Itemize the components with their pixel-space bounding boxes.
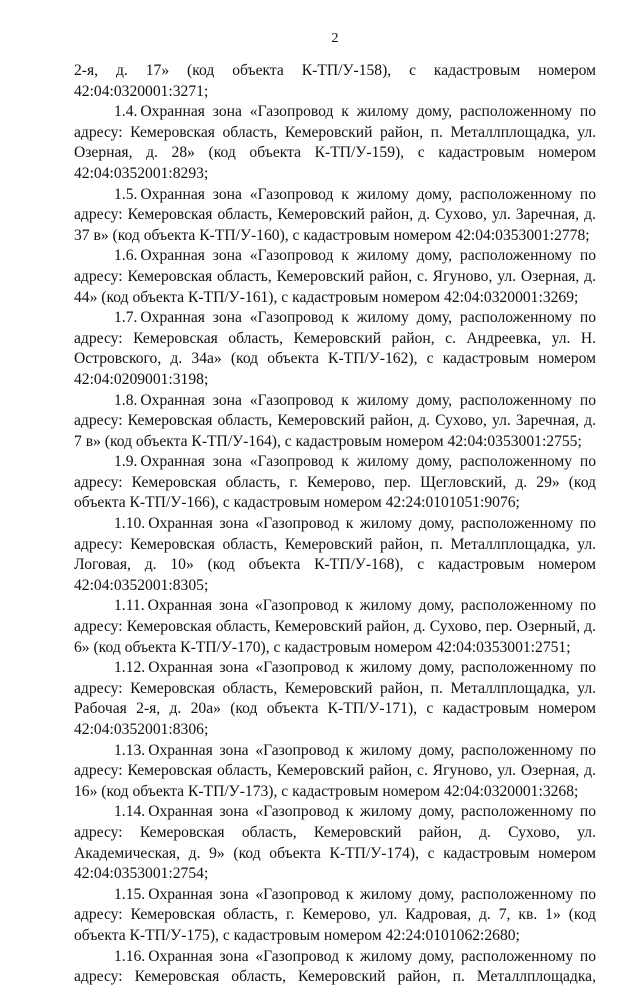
- list-item-1-6: [74, 246, 596, 308]
- item-number: 1.9.: [114, 453, 138, 471]
- item-number: 1.16.: [114, 947, 146, 965]
- list-item-1-12: [74, 658, 596, 740]
- list-item-1-8: [74, 391, 596, 453]
- list-item-1-14: [74, 802, 596, 884]
- item-number: 1.4.: [114, 103, 138, 121]
- item-number: 1.12.: [114, 659, 146, 677]
- list-item-1-5: [74, 185, 596, 247]
- item-text: Охранная зона «Газопровод к жилому дому, расположенному по адресу: Кемеровская область, Кемеровский район, с. Ягуново, ул. Озерная, д. 16» (код объекта К-ТП/У-173), с кадастровым номером 42:04:0320001:3268;: [74, 741, 596, 800]
- item-text: Охранная зона «Газопровод к жилому дому, расположенному по адресу: Кемеровская область, Кемеровский район, д. Сухово, ул. Академическая, д. 9» (код объекта К-ТП/У-174), с кадастровым номером 42:04:0353001:2754;: [74, 803, 596, 883]
- item-number: 1.10.: [114, 515, 146, 533]
- list-item-1-15: [74, 885, 596, 947]
- item-number: 1.14.: [114, 803, 146, 821]
- continuation-paragraph: 2-я, д. 17» (код объекта К-ТП/У-158), с кадастровым номером 42:04:0320001:3271;: [74, 62, 596, 100]
- list-item-1-16: [74, 947, 596, 988]
- item-text: Охранная зона «Газопровод к жилому дому, расположенному по адресу: Кемеровская область, Кемеровский район, п. Металлплощадка,: [74, 947, 596, 986]
- item-number: 1.6.: [114, 247, 138, 265]
- item-text: Охранная зона «Газопровод к жилому дому, расположенному по адресу: Кемеровская область, Кемеровский район, п. Металлплощадка, ул. Рабочая 2-я, д. 20а» (код объекта К-ТП/У-171), с кадастровым номером 42:04:0352001:8306;: [74, 659, 596, 738]
- item-text: Охранная зона «Газопровод к жилому дому, расположенному по адресу: Кемеровская область, Кемеровский район, д. Сухово, ул. Заречная, д. 37 в» (код объекта К-ТП/У-160), с кадастровым номером 42:04:0353001:2778;: [74, 185, 596, 244]
- item-text: Охранная зона «Газопровод к жилому дому, расположенному по адресу: Кемеровская область, Кемеровский район, с. Ягуново, ул. Озерная, д. 44» (код объекта К-ТП/У-161), с кадастровым номером 42:04:0320001:3269;: [74, 247, 596, 306]
- item-text: Охранная зона «Газопровод к жилому дому, расположенному по адресу: Кемеровская область, Кемеровский район, д. Сухово, пер. Озерный, д. 6» (код объекта К-ТП/У-170), с кадастровым номером 42:04:0353001:2751;: [74, 597, 596, 656]
- item-number: 1.5.: [114, 185, 138, 203]
- item-text: Охранная зона «Газопровод к жилому дому, расположенному по адресу: Кемеровская область, Кемеровский район, д. Сухово, ул. Заречная, д. 7 в» (код объекта К-ТП/У-164), с кадастровым номером 42:04:0353001:2755;: [74, 391, 596, 450]
- item-number: 1.15.: [114, 885, 146, 903]
- item-text: Охранная зона «Газопровод к жилому дому, расположенному по адресу: Кемеровская область, Кемеровский район, п. Металлплощадка, ул. Озерная, д. 28» (код объекта К-ТП/У-159), с кадастровым номером 42:04:0352001:8293;: [74, 103, 596, 182]
- page-number: 2: [331, 31, 339, 46]
- list-item-1-7: [74, 308, 596, 390]
- item-text: Охранная зона «Газопровод к жилому дому, расположенному по адресу: Кемеровская область, г. Кемерово, пер. Щегловский, д. 29» (код объекта К-ТП/У-166), с кадастровым номером 42:24:0101051:9076;: [74, 453, 596, 512]
- list-item-1-13: [74, 741, 596, 803]
- item-text: Охранная зона «Газопровод к жилому дому, расположенному по адресу: Кемеровская область, Кемеровский район, с. Андреевка, ул. Н. Островского, д. 34а» (код объекта К-ТП/У-162), с кадастровым номером 42:04:0209001:3198;: [74, 309, 596, 388]
- item-number: 1.8.: [114, 391, 138, 409]
- item-number: 1.7.: [114, 309, 138, 327]
- item-text: Охранная зона «Газопровод к жилому дому, расположенному по адресу: Кемеровская область, г. Кемерово, ул. Кадровая, д. 7, кв. 1» (код объекта К-ТП/У-175), с кадастровым номером 42:24:0101062:2680;: [74, 885, 596, 944]
- item-number: 1.11.: [114, 597, 145, 615]
- item-text: Охранная зона «Газопровод к жилому дому, расположенному по адресу: Кемеровская область, Кемеровский район, п. Металлплощадка, ул. Логовая, д. 10» (код объекта К-ТП/У-168), с кадастровым номером 42:04:0352001:8305;: [74, 515, 596, 594]
- list-item-1-10: [74, 514, 596, 596]
- list-item-1-11: [74, 596, 596, 658]
- list-item-1-9: [74, 452, 596, 514]
- list-item-1-4: [74, 102, 596, 184]
- list-items: [74, 102, 596, 988]
- item-number: 1.13.: [114, 741, 146, 759]
